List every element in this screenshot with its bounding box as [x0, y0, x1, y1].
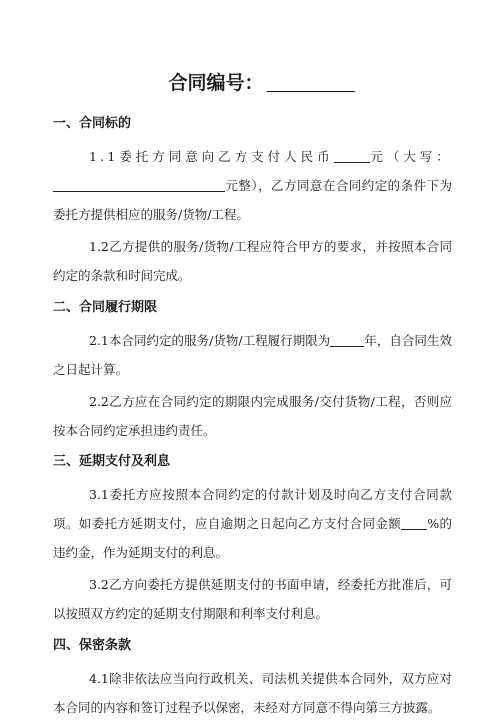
clause-3-1 — [53, 480, 452, 567]
section-heading-confidentiality: 四、保密条款 — [53, 638, 132, 653]
clause-2-1-part2: 年，自合同生效之日起计算。 — [53, 333, 452, 377]
contract-number-blank — [267, 73, 355, 92]
clause-2-1-part1: 2.1本合同约定的服务/货物/工程履行期限为 — [89, 333, 331, 348]
contract-number-label: 合同编号： — [168, 72, 264, 94]
clause-2-2: 2.2乙方应在合同约定的期限内完成服务/交付货物/工程，否则应按本合同约定承担违约责任。 — [53, 394, 452, 438]
section-heading-term: 二、合同履行期限 — [53, 300, 158, 315]
clause-1-1-part1: 1.1委托方同意向乙方支付人民币 — [89, 149, 334, 164]
clause-3-2: 3.2乙方向委托方提供延期支付的书面申请，经委托方批准后，可以按照双方约定的延期支付期限和利率支付利息。 — [53, 577, 452, 621]
contract-number-title — [71, 70, 452, 96]
clause-1-1-part2: 元（大写： — [369, 149, 452, 164]
section-heading-subject: 一、合同标的 — [53, 116, 132, 131]
section-heading-late-payment: 三、延期支付及利息 — [53, 454, 171, 469]
clause-3-1-part2: %的违约金，作为延期支付的利息。 — [53, 516, 452, 560]
clause-1-2: 1.2乙方提供的服务/货物/工程应符合甲方的要求，并按照本合同约定的条款和时间完成。 — [53, 239, 452, 283]
amount-in-words-blank — [53, 177, 225, 192]
clause-1-1 — [53, 142, 452, 229]
clause-1-1-part3: 元整），乙方同意在合同约定的条件下为委托方提供相应的服务/货物/工程。 — [53, 178, 452, 222]
clause-2-1 — [53, 326, 452, 384]
penalty-percent-blank — [401, 515, 427, 530]
clause-4-1: 4.1除非依法应当向行政机关、司法机关提供本合同外，双方应对本合同的内容和签订过程予以保密，未经对方同意不得向第三方披露。 — [53, 671, 452, 715]
amount-blank — [334, 148, 370, 163]
clause-3-1-part1: 3.1委托方应按照本合同约定的付款计划及时向乙方支付合同款项。如委托方延期支付，应自逾期之日起向乙方支付合同金额 — [53, 487, 452, 531]
term-years-blank — [330, 332, 364, 347]
